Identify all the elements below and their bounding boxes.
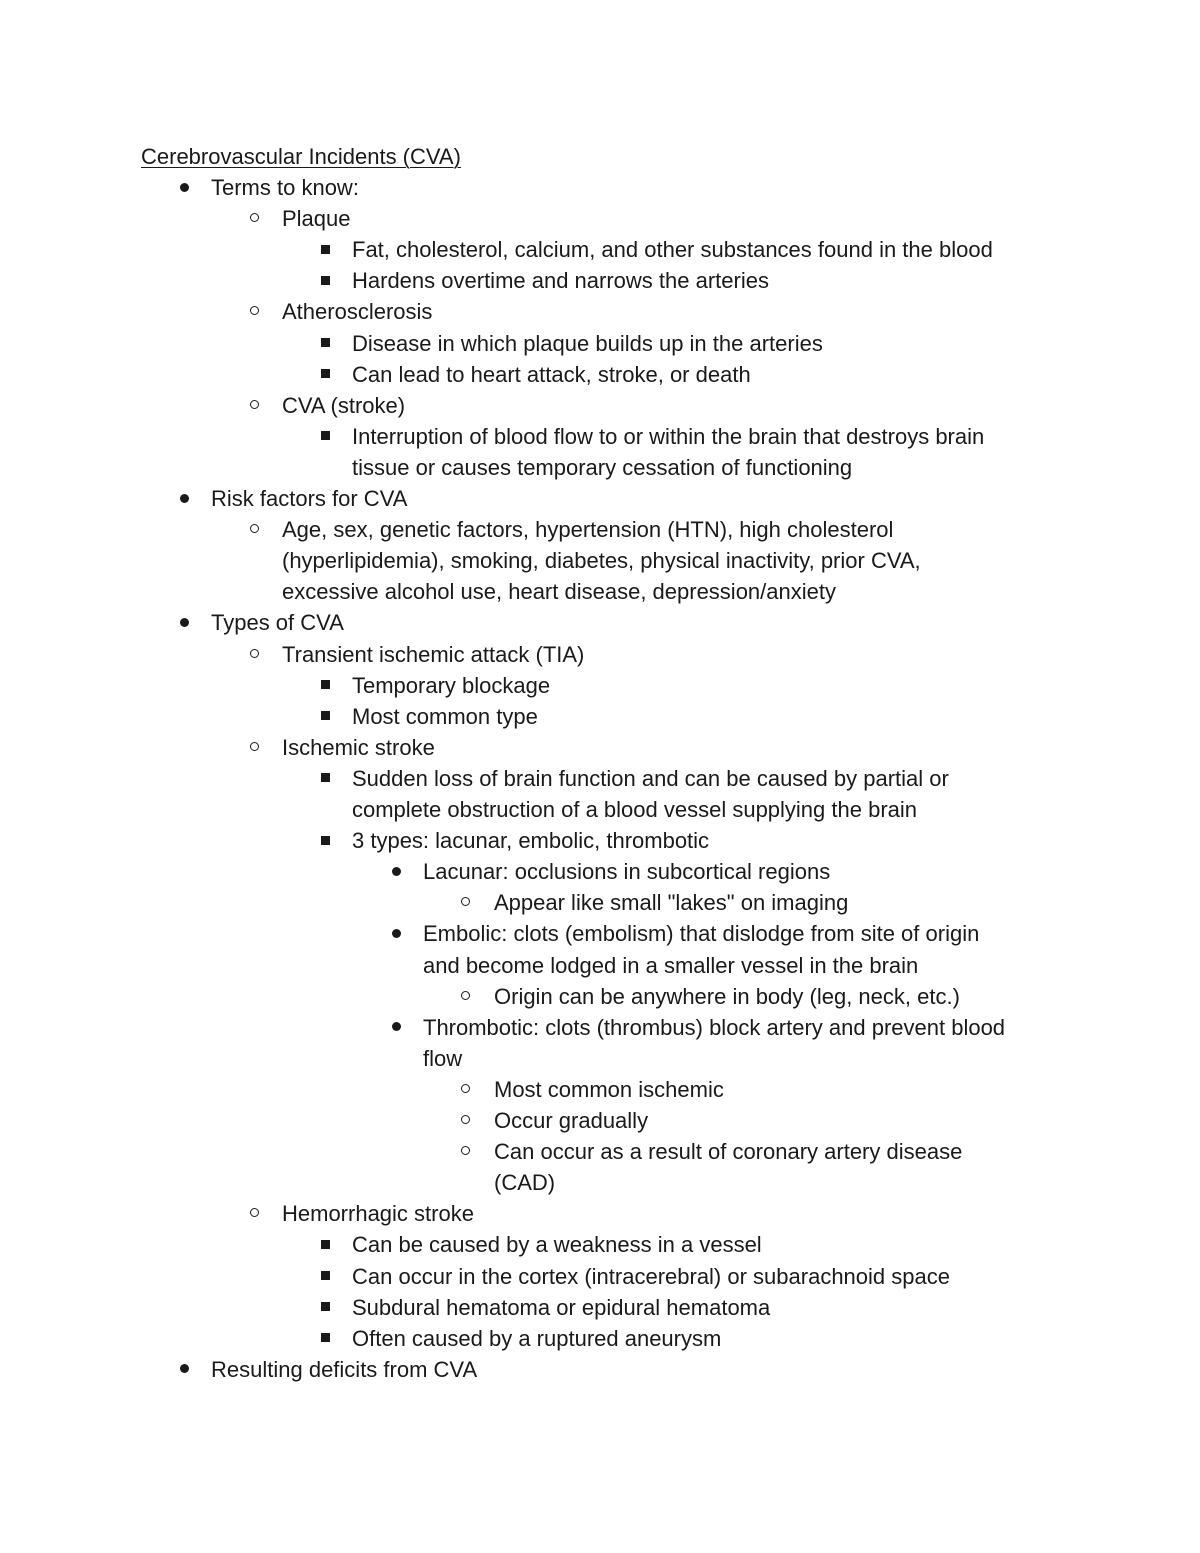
page-title: Cerebrovascular Incidents (CVA) bbox=[141, 144, 461, 169]
list-item-text: Terms to know: bbox=[211, 175, 359, 200]
list-item-text: Risk factors for CVA bbox=[211, 486, 408, 511]
bullet-circle-icon bbox=[461, 1146, 470, 1155]
bullet-square-icon bbox=[321, 1302, 330, 1311]
list-item-text: Fat, cholesterol, calcium, and other substances found in the blood bbox=[352, 237, 993, 263]
list-item-text: Most common ischemic bbox=[494, 1076, 724, 1102]
list-item-text: Origin can be anywhere in body (leg, neck, etc.) bbox=[494, 983, 960, 1009]
list-item-text: Plaque bbox=[282, 206, 351, 232]
list-item-text: Most common type bbox=[352, 703, 538, 729]
bullet-square-icon bbox=[321, 276, 330, 285]
bullet-circle-icon bbox=[461, 1084, 470, 1093]
bullet-square-icon bbox=[321, 836, 330, 845]
list-item-text: Age, sex, genetic factors, hypertension (HTN), high cholesterol bbox=[282, 517, 894, 543]
list-item-text: Interruption of blood flow to or within the brain that destroys brain bbox=[352, 423, 985, 449]
list-item-text: Hemorrhagic stroke bbox=[282, 1201, 474, 1227]
bullet-square-icon bbox=[321, 1333, 330, 1342]
bullet-disc-icon bbox=[392, 867, 401, 876]
list-item-text: Sudden loss of brain function and can be caused by partial or bbox=[352, 765, 949, 791]
bullet-square-icon bbox=[321, 1240, 330, 1249]
list-item-text: Occur gradually bbox=[494, 1108, 649, 1133]
bullet-circle-icon bbox=[250, 400, 259, 409]
list-item-text: Hardens overtime and narrows the arteries bbox=[352, 268, 769, 294]
list-item-text: Disease in which plaque builds up in the arteries bbox=[352, 330, 823, 356]
bullet-square-icon bbox=[321, 245, 330, 254]
list-item-text: flow bbox=[423, 1045, 463, 1071]
list-item-text: Thrombotic: clots (thrombus) block artery and prevent blood bbox=[423, 1014, 1006, 1040]
bullet-square-icon bbox=[321, 773, 330, 782]
list-item-text: Lacunar: occlusions in subcortical regions bbox=[423, 859, 831, 885]
bullet-disc-icon bbox=[180, 494, 189, 503]
bullet-circle-icon bbox=[250, 1208, 259, 1217]
bullet-disc-icon bbox=[180, 183, 189, 192]
bullet-circle-icon bbox=[250, 649, 259, 658]
list-item-text: and become lodged in a smaller vessel in the brain bbox=[423, 952, 919, 978]
bullet-square-icon bbox=[321, 680, 330, 689]
bullet-square-icon bbox=[321, 431, 330, 440]
bullet-disc-icon bbox=[180, 1364, 189, 1373]
bullet-circle-icon bbox=[461, 1115, 470, 1124]
list-item-text: Temporary blockage bbox=[352, 672, 551, 698]
list-item-text: Subdural hematoma or epidural hematoma bbox=[352, 1294, 771, 1320]
list-item-text: tissue or causes temporary cessation of functioning bbox=[352, 454, 853, 480]
list-item-text: (hyperlipidemia), smoking, diabetes, physical inactivity, prior CVA, bbox=[282, 548, 921, 574]
list-item-text: 3 types: lacunar, embolic, thrombotic bbox=[352, 828, 710, 854]
list-item-text: Often caused by a ruptured aneurysm bbox=[352, 1325, 722, 1351]
list-item-text: Transient ischemic attack (TIA) bbox=[282, 641, 585, 667]
list-item-text: Resulting deficits from CVA bbox=[211, 1356, 478, 1382]
list-item-text: Can lead to heart attack, stroke, or death bbox=[352, 361, 751, 387]
list-item-text: Ischemic stroke bbox=[282, 734, 435, 760]
bullet-square-icon bbox=[321, 369, 330, 378]
list-item-text: Atherosclerosis bbox=[282, 299, 433, 325]
list-item-text: Can be caused by a weakness in a vessel bbox=[352, 1232, 762, 1258]
bullet-circle-icon bbox=[461, 991, 470, 1000]
bullet-disc-icon bbox=[392, 1022, 401, 1031]
list-item-text: Embolic: clots (embolism) that dislodge from site of origin bbox=[423, 921, 980, 947]
list-item-text: (CAD) bbox=[494, 1170, 556, 1196]
list-item-text: Types of CVA bbox=[211, 610, 344, 636]
list-item-text: Appear like small "lakes" on imaging bbox=[494, 890, 849, 916]
bullet-square-icon bbox=[321, 711, 330, 720]
bullet-disc-icon bbox=[180, 618, 189, 627]
bullet-circle-icon bbox=[250, 306, 259, 315]
bullet-disc-icon bbox=[392, 929, 401, 938]
list-item-text: Can occur as a result of coronary artery disease bbox=[494, 1139, 963, 1165]
bullet-circle-icon bbox=[250, 742, 259, 751]
list-item-text: excessive alcohol use, heart disease, depression/anxiety bbox=[282, 579, 836, 605]
bullet-square-icon bbox=[321, 338, 330, 347]
bullet-circle-icon bbox=[250, 213, 259, 222]
list-item-text: complete obstruction of a blood vessel supplying the brain bbox=[352, 797, 918, 822]
bullet-circle-icon bbox=[461, 897, 470, 906]
list-item-text: Can occur in the cortex (intracerebral) or subarachnoid space bbox=[352, 1263, 950, 1289]
bullet-square-icon bbox=[321, 1271, 330, 1280]
bullet-circle-icon bbox=[250, 524, 259, 533]
list-item-text: CVA (stroke) bbox=[282, 392, 406, 418]
